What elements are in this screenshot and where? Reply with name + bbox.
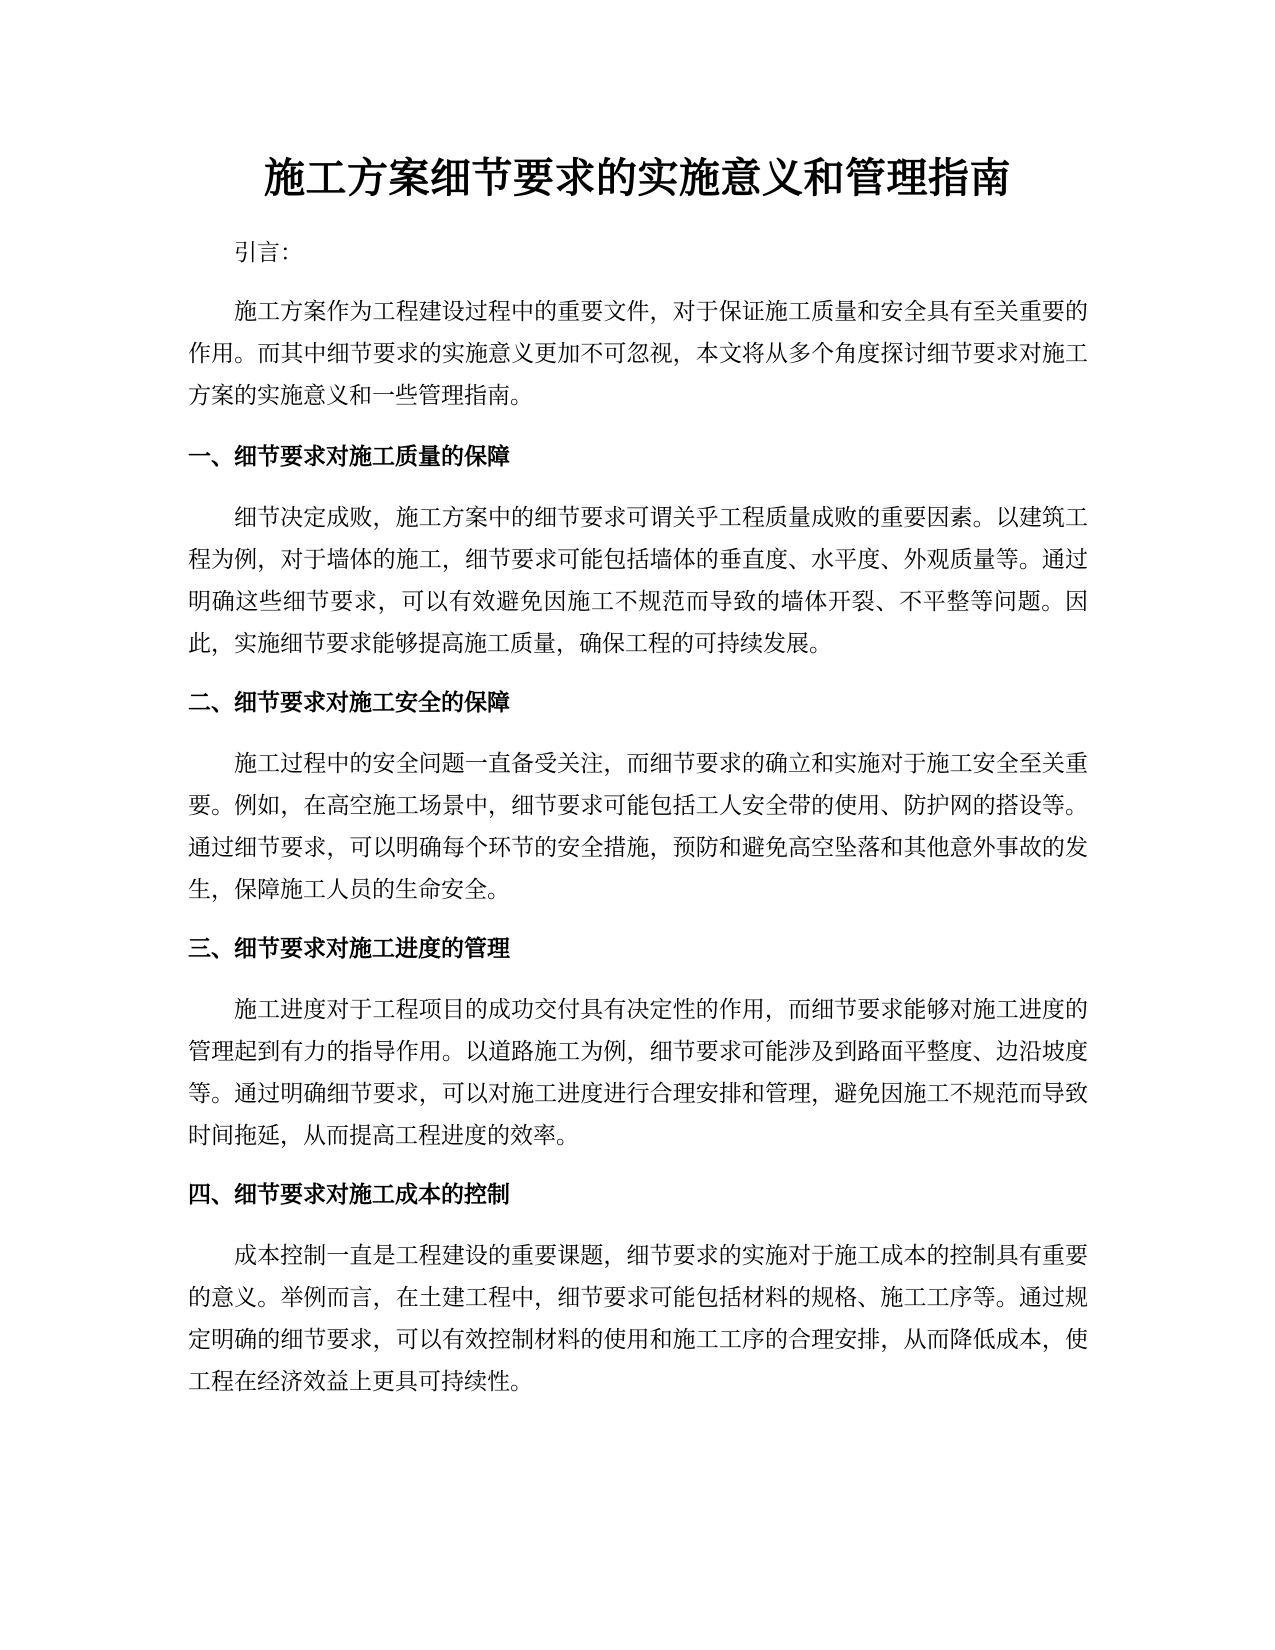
section-3-heading: 三、细节要求对施工进度的管理 (188, 936, 510, 962)
document-title: 施工方案细节要求的实施意义和管理指南 (264, 154, 1011, 202)
section-1-paragraph: 细节决定成败，施工方案中的细节要求可谓关乎工程质量成败的重要因素。以建筑工程为例，对于墙体的施工，细节要求可能包括墙体的垂直度、水平度、外观质量等。通过明确这些细节要求，可以有效避免因施工不规范而导致的墙体开裂、不平整等问题。因此，实施细节要求能够提高施工质量，确保工程的可持续发展。 (188, 505, 1088, 657)
intro-label: 引言： (234, 240, 303, 266)
section-2-heading: 二、细节要求对施工安全的保障 (188, 690, 510, 716)
section-3-paragraph: 施工进度对于工程项目的成功交付具有决定性的作用，而细节要求能够对施工进度的管理起到有力的指导作用。以道路施工为例，细节要求可能涉及到路面平整度、边沿坡度等。通过明确细节要求，可以对施工进度进行合理安排和管理，避免因施工不规范而导致时间拖延，从而提高工程进度的效率。 (188, 997, 1088, 1149)
section-4-paragraph: 成本控制一直是工程建设的重要课题，细节要求的实施对于施工成本的控制具有重要的意义。举例而言，在土建工程中，细节要求可能包括材料的规格、施工工序等。通过规定明确的细节要求，可以有效控制材料的使用和施工工序的合理安排，从而降低成本，使工程在经济效益上更具可持续性。 (188, 1243, 1088, 1395)
section-4-heading: 四、细节要求对施工成本的控制 (188, 1182, 510, 1208)
section-1-heading: 一、细节要求对施工质量的保障 (188, 444, 510, 470)
section-2-paragraph: 施工过程中的安全问题一直备受关注，而细节要求的确立和实施对于施工安全至关重要。例如，在高空施工场景中，细节要求可能包括工人安全带的使用、防护网的搭设等。通过细节要求，可以明确每个环节的安全措施，预防和避免高空坠落和其他意外事故的发生，保障施工人员的生命安全。 (188, 751, 1088, 903)
intro-paragraph: 施工方案作为工程建设过程中的重要文件，对于保证施工质量和安全具有至关重要的作用。而其中细节要求的实施意义更加不可忽视，本文将从多个角度探讨细节要求对施工方案的实施意义和一些管理指南。 (188, 299, 1088, 409)
